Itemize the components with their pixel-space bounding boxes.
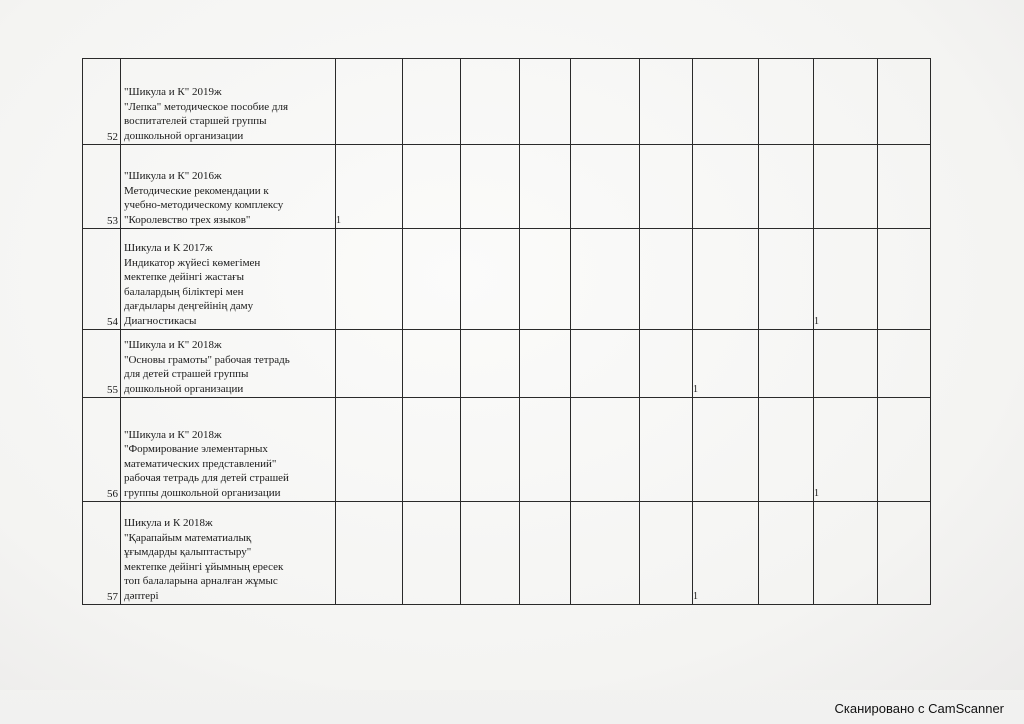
mark-cell bbox=[571, 502, 640, 605]
mark-cell bbox=[520, 398, 571, 502]
mark-cell bbox=[640, 398, 693, 502]
mark-cell bbox=[403, 59, 461, 145]
mark-cell bbox=[571, 398, 640, 502]
mark-cell bbox=[814, 398, 878, 502]
mark-cell bbox=[403, 145, 461, 229]
mark-cell bbox=[571, 145, 640, 229]
mark-cell bbox=[693, 145, 759, 229]
mark-cell bbox=[759, 502, 814, 605]
mark-value: 1 bbox=[814, 487, 819, 499]
mark-cell bbox=[640, 59, 693, 145]
mark-cell bbox=[759, 330, 814, 398]
mark-cell bbox=[461, 229, 520, 330]
table-row bbox=[83, 398, 931, 502]
row-description: "Шикула и К" 2019ж "Лепка" методическое пособие для воспитателей старшей группы дошкольной организации bbox=[121, 59, 336, 145]
mark-cell bbox=[759, 398, 814, 502]
row-number: 56 bbox=[83, 398, 121, 502]
row-number: 55 bbox=[83, 330, 121, 398]
mark-cell bbox=[336, 229, 403, 330]
mark-cell bbox=[336, 398, 403, 502]
mark-cell bbox=[878, 502, 931, 605]
mark-cell bbox=[693, 502, 759, 605]
scanner-watermark: Сканировано с CamScanner bbox=[834, 701, 1004, 716]
mark-cell bbox=[814, 145, 878, 229]
table-row bbox=[83, 145, 931, 229]
mark-cell bbox=[520, 229, 571, 330]
mark-cell bbox=[336, 502, 403, 605]
mark-cell bbox=[520, 330, 571, 398]
mark-cell bbox=[336, 145, 403, 229]
row-description: "Шикула и К" 2016ж Методические рекомендации к учебно-методическому комплексу "Королевство трех языков" bbox=[121, 145, 336, 229]
mark-cell bbox=[640, 229, 693, 330]
mark-cell bbox=[878, 330, 931, 398]
mark-cell bbox=[693, 59, 759, 145]
mark-cell bbox=[878, 229, 931, 330]
mark-cell bbox=[461, 398, 520, 502]
row-description: "Шикула и К" 2018ж "Основы грамоты" рабочая тетрадь для детей страшей группы дошкольной организации bbox=[121, 330, 336, 398]
row-description: Шикула и К 2017ж Индикатор жүйесі көмегімен мектепке дейінгі жастағы балалардың біліктері мен дағдылары деңгейінің даму Диагностикасы bbox=[121, 229, 336, 330]
mark-cell bbox=[403, 229, 461, 330]
table-row bbox=[83, 229, 931, 330]
mark-cell bbox=[640, 502, 693, 605]
mark-cell bbox=[640, 145, 693, 229]
mark-value: 1 bbox=[693, 383, 698, 395]
mark-cell bbox=[878, 398, 931, 502]
mark-cell bbox=[571, 59, 640, 145]
mark-cell bbox=[403, 502, 461, 605]
table-row bbox=[83, 59, 931, 145]
mark-cell bbox=[336, 330, 403, 398]
mark-cell bbox=[461, 145, 520, 229]
row-description: Шикула и К 2018ж "Қарапайым математиалық ұғымдарды қалыптастыру" мектепке дейінгі ұйымның ересек топ балаларына арналған жұмыс дәптері bbox=[121, 502, 336, 605]
mark-cell bbox=[759, 145, 814, 229]
mark-cell bbox=[878, 59, 931, 145]
mark-cell bbox=[403, 398, 461, 502]
table-row bbox=[83, 502, 931, 605]
mark-cell bbox=[814, 59, 878, 145]
row-number: 53 bbox=[83, 145, 121, 229]
row-number: 54 bbox=[83, 229, 121, 330]
mark-cell bbox=[571, 229, 640, 330]
table-row bbox=[83, 330, 931, 398]
mark-cell bbox=[571, 330, 640, 398]
mark-cell bbox=[403, 330, 461, 398]
row-description: "Шикула и К" 2018ж "Формирование элементарных математических представлений" рабочая тетрадь для детей страшей группы дошкольной организации bbox=[121, 398, 336, 502]
mark-cell bbox=[814, 229, 878, 330]
mark-cell bbox=[461, 330, 520, 398]
mark-cell bbox=[520, 145, 571, 229]
mark-cell bbox=[693, 229, 759, 330]
mark-cell bbox=[640, 330, 693, 398]
mark-value: 1 bbox=[814, 315, 819, 327]
mark-cell bbox=[759, 229, 814, 330]
mark-cell bbox=[814, 330, 878, 398]
mark-cell bbox=[693, 330, 759, 398]
mark-cell bbox=[336, 59, 403, 145]
mark-cell bbox=[814, 502, 878, 605]
inventory-table bbox=[82, 58, 931, 605]
mark-cell bbox=[759, 59, 814, 145]
mark-value: 1 bbox=[693, 590, 698, 602]
mark-cell bbox=[461, 502, 520, 605]
mark-cell bbox=[693, 398, 759, 502]
mark-cell bbox=[878, 145, 931, 229]
mark-cell bbox=[520, 502, 571, 605]
row-number: 52 bbox=[83, 59, 121, 145]
row-number: 57 bbox=[83, 502, 121, 605]
mark-value: 1 bbox=[336, 214, 341, 226]
mark-cell bbox=[461, 59, 520, 145]
mark-cell bbox=[520, 59, 571, 145]
